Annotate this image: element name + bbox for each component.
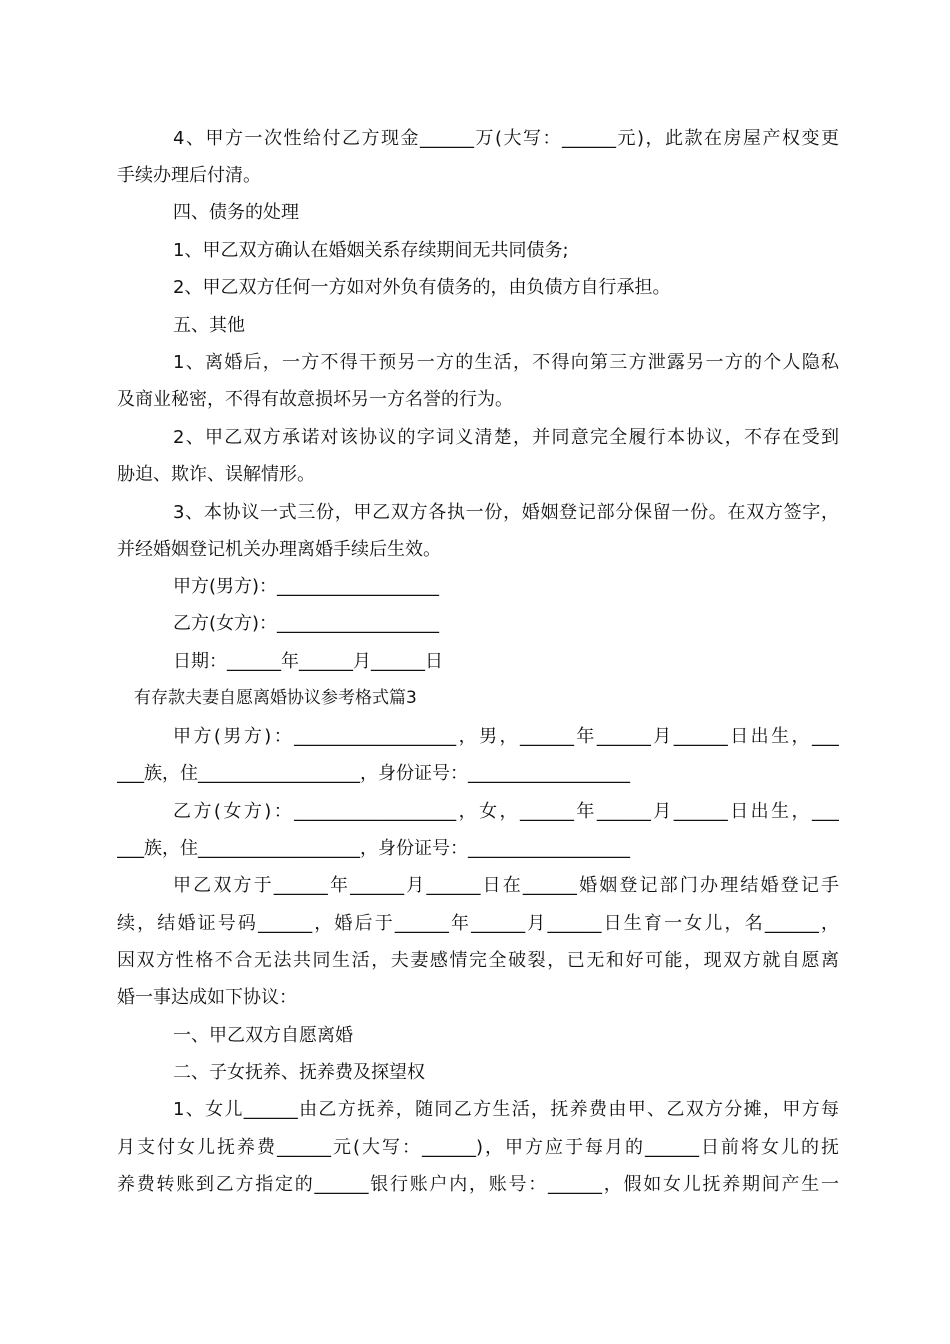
paragraph-line: 2、甲乙双方承诺对该协议的字词义清楚，并同意完全履行本协议，不存在受到 (173, 427, 839, 448)
paragraph-line: 胁迫、欺诈、误解情形。 (117, 464, 315, 485)
section-heading: 五、其他 (173, 315, 245, 336)
paragraph-line: 乙方(女方)：__________________，女，______年______月______日出生，___ (173, 801, 839, 822)
paragraph-line: 手续办理后付清。 (117, 165, 261, 186)
paragraph-line: 3、本协议一式三份，甲乙双方各执一份，婚姻登记部分保留一份。在双方签字， (173, 502, 839, 523)
paragraph-line: 婚一事达成如下协议： (117, 987, 297, 1008)
section-heading: 四、债务的处理 (173, 202, 299, 223)
paragraph-line: 1、离婚后，一方不得干预另一方的生活，不得向第三方泄露另一方的个人隐私 (173, 352, 839, 373)
paragraph-line: 甲方(男方)：__________________，男，______年______月______日出生，___ (173, 726, 839, 747)
paragraph-line: 续，结婚证号码______，婚后于______年______月______日生育一女儿，名______， (117, 913, 839, 934)
signature-line: 乙方(女方)：__________________ (173, 613, 440, 634)
paragraph-line: 1、女儿______由乙方抚养，随同乙方生活，抚养费由甲、乙双方分摊，甲方每 (173, 1099, 839, 1120)
paragraph-line: 并经婚姻登记机关办理离婚手续后生效。 (117, 539, 441, 560)
document-title: 有存款夫妻自愿离婚协议参考格式篇3 (134, 688, 417, 708)
signature-line: 甲方(男方)：__________________ (173, 576, 440, 597)
paragraph-line: 养费转账到乙方指定的______银行账户内，账号：______，假如女儿抚养期间产生一 (117, 1174, 839, 1195)
paragraph-line: 4、甲方一次性给付乙方现金______万(大写：______元)，此款在房屋产权变更 (173, 128, 839, 149)
date-line: 日期：______年______月______日 (173, 651, 443, 672)
paragraph-line: 月支付女儿抚养费______元(大写：______)，甲方应于每月的______日前将女儿的抚 (117, 1137, 839, 1158)
section-heading: 二、子女抚养、抚养费及探望权 (173, 1062, 425, 1083)
section-heading: 一、甲乙双方自愿离婚 (173, 1025, 353, 1046)
paragraph-line: 2、甲乙双方任何一方如对外负有债务的，由负债方自行承担。 (173, 277, 671, 298)
paragraph-line: 1、甲乙双方确认在婚姻关系存续期间无共同债务; (173, 240, 569, 261)
paragraph-line: 及商业秘密，不得有故意损坏另一方名誉的行为。 (117, 389, 513, 410)
paragraph-line: 甲乙双方于______年______月______日在______婚姻登记部门办理结婚登记手 (173, 875, 839, 896)
paragraph-line: ___族，住__________________，身份证号：__________________ (117, 763, 630, 784)
paragraph-line: 因双方性格不合无法共同生活，夫妻感情完全破裂，已无和好可能，现双方就自愿离 (117, 950, 839, 971)
paragraph-line: ___族，住__________________，身份证号：__________________ (117, 838, 630, 859)
